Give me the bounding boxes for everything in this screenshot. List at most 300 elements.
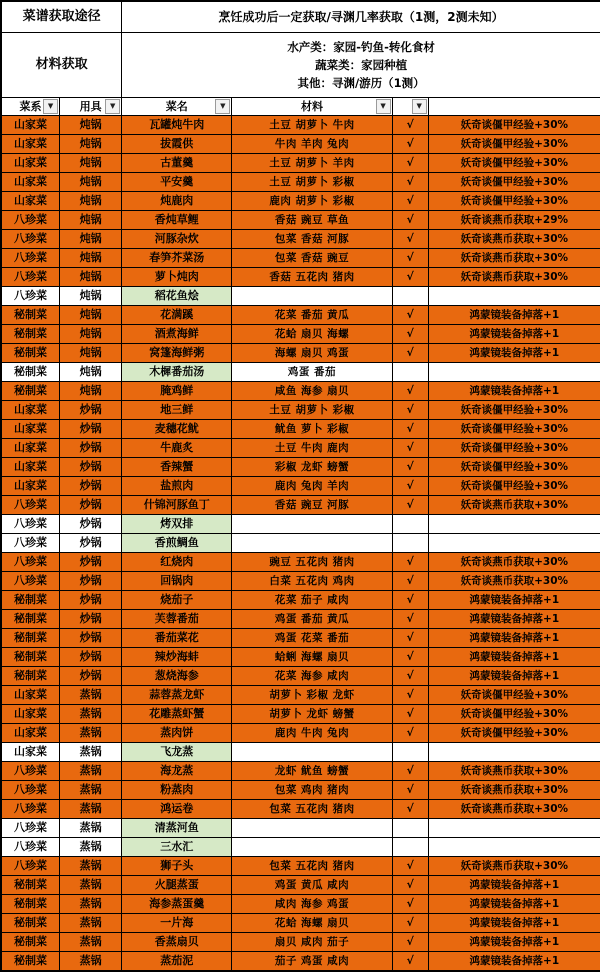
cell-tool: 蒸锅 [60, 876, 122, 895]
cell-effect: 妖奇谈僵甲经验+30% [428, 724, 600, 743]
cell-tool: 炖锅 [60, 135, 122, 154]
cell-check: √ [392, 306, 428, 325]
cell-effect: 妖奇谈僵甲经验+30% [428, 686, 600, 705]
cell-dish-name: 鸿运卷 [122, 800, 232, 819]
cell-tool: 蒸锅 [60, 800, 122, 819]
cell-effect [428, 515, 600, 534]
table-row [2, 800, 600, 819]
cell-dish-name: 酒煮海鲜 [122, 325, 232, 344]
cell-materials: 咸鱼 海参 扇贝 [232, 382, 392, 401]
cell-tool: 蒸锅 [60, 686, 122, 705]
filter-dropdown-icon[interactable]: ▼ [43, 99, 58, 114]
cell-tool: 炒锅 [60, 515, 122, 534]
cell-check: √ [392, 572, 428, 591]
cell-tool: 炖锅 [60, 363, 122, 382]
cell-cuisine: 秘制菜 [2, 306, 60, 325]
cell-check: √ [392, 401, 428, 420]
cell-effect: 鸿蒙镜装备掉落+1 [428, 895, 600, 914]
cell-tool: 炖锅 [60, 230, 122, 249]
cell-check: √ [392, 439, 428, 458]
cell-effect: 妖奇谈僵甲经验+30% [428, 401, 600, 420]
cell-check [392, 363, 428, 382]
cell-dish-name: 香炖草鲤 [122, 211, 232, 230]
cell-tool: 炒锅 [60, 629, 122, 648]
cell-materials: 鹿肉 胡萝卜 彩椒 [232, 192, 392, 211]
table-row [2, 762, 600, 781]
cell-dish-name: 香蒸扇贝 [122, 933, 232, 952]
cell-check [392, 287, 428, 306]
cell-cuisine: 秘制菜 [2, 382, 60, 401]
cell-check: √ [392, 857, 428, 876]
cell-dish-name: 三水汇 [122, 838, 232, 857]
cell-check: √ [392, 230, 428, 249]
cell-cuisine: 山家菜 [2, 743, 60, 762]
cell-cuisine: 八珍菜 [2, 762, 60, 781]
cell-dish-name: 香辣蟹 [122, 458, 232, 477]
cell-check: √ [392, 724, 428, 743]
cell-effect: 妖奇谈燕币获取+30% [428, 230, 600, 249]
cell-cuisine: 八珍菜 [2, 857, 60, 876]
table-row [2, 534, 600, 553]
cell-cuisine: 八珍菜 [2, 819, 60, 838]
cell-dish-name: 芙蓉番茄 [122, 610, 232, 629]
cell-dish-name: 烧茄子 [122, 591, 232, 610]
cell-effect: 妖奇谈燕币获取+30% [428, 249, 600, 268]
cell-cuisine: 山家菜 [2, 116, 60, 135]
cell-cuisine: 八珍菜 [2, 838, 60, 857]
table-row [2, 344, 600, 363]
cell-check [392, 743, 428, 762]
cell-effect: 妖奇谈僵甲经验+30% [428, 192, 600, 211]
cell-materials: 咸肉 海参 鸡蛋 [232, 895, 392, 914]
cell-dish-name: 平安羹 [122, 173, 232, 192]
cell-check: √ [392, 325, 428, 344]
cell-effect: 妖奇谈燕币获取+29% [428, 211, 600, 230]
cell-check: √ [392, 192, 428, 211]
cell-check: √ [392, 610, 428, 629]
cell-check: √ [392, 553, 428, 572]
cell-check: √ [392, 154, 428, 173]
cell-effect [428, 838, 600, 857]
cell-effect [428, 819, 600, 838]
cell-check: √ [392, 648, 428, 667]
cell-effect: 妖奇谈燕币获取+30% [428, 268, 600, 287]
cell-materials: 牛肉 羊肉 兔肉 [232, 135, 392, 154]
cell-tool: 炖锅 [60, 325, 122, 344]
cell-check: √ [392, 173, 428, 192]
cell-materials: 花菜 番茄 黄瓜 [232, 306, 392, 325]
cell-effect: 妖奇谈僵甲经验+30% [428, 705, 600, 724]
cell-dish-name: 萝卜炖肉 [122, 268, 232, 287]
cell-materials: 海螺 扇贝 鸡蛋 [232, 344, 392, 363]
material-source-label: 材料获取 [2, 33, 122, 98]
cell-tool: 炖锅 [60, 116, 122, 135]
column-header-dishname-label: 菜名 [166, 100, 188, 113]
cell-dish-name: 蒸茄泥 [122, 952, 232, 971]
cell-materials: 包菜 五花肉 猪肉 [232, 800, 392, 819]
table-row [2, 667, 600, 686]
cell-effect: 妖奇谈燕币获取+30% [428, 857, 600, 876]
cell-tool: 蒸锅 [60, 838, 122, 857]
cell-tool: 炒锅 [60, 534, 122, 553]
cell-tool: 炒锅 [60, 648, 122, 667]
cell-effect: 妖奇谈燕币获取+30% [428, 496, 600, 515]
cell-materials: 鱿鱼 萝卜 彩椒 [232, 420, 392, 439]
table-row [2, 420, 600, 439]
cell-cuisine: 八珍菜 [2, 800, 60, 819]
cell-effect: 妖奇谈僵甲经验+30% [428, 116, 600, 135]
cell-cuisine: 八珍菜 [2, 572, 60, 591]
cell-materials: 龙虾 鱿鱼 螃蟹 [232, 762, 392, 781]
table-row [2, 325, 600, 344]
cell-effect: 鸿蒙镜装备掉落+1 [428, 876, 600, 895]
table-row [2, 306, 600, 325]
cell-dish-name: 辣炒海蚌 [122, 648, 232, 667]
cell-check: √ [392, 933, 428, 952]
cell-tool: 炖锅 [60, 154, 122, 173]
cell-cuisine: 山家菜 [2, 458, 60, 477]
cell-tool: 炒锅 [60, 477, 122, 496]
cell-tool: 炖锅 [60, 249, 122, 268]
filter-dropdown-icon[interactable]: ▼ [412, 99, 427, 114]
cell-cuisine: 山家菜 [2, 477, 60, 496]
cell-effect: 鸿蒙镜装备掉落+1 [428, 325, 600, 344]
cell-cuisine: 八珍菜 [2, 553, 60, 572]
cell-check: √ [392, 629, 428, 648]
cell-dish-name: 春笋芥菜汤 [122, 249, 232, 268]
cell-effect: 妖奇谈僵甲经验+30% [428, 173, 600, 192]
table-row [2, 458, 600, 477]
table-row [2, 648, 600, 667]
cell-cuisine: 秘制菜 [2, 629, 60, 648]
sheet-title: 菜谱获取途径 [2, 2, 122, 33]
cell-tool: 炖锅 [60, 382, 122, 401]
cell-cuisine: 山家菜 [2, 135, 60, 154]
cell-dish-name: 狮子头 [122, 857, 232, 876]
cell-materials: 包菜 五花肉 猪肉 [232, 857, 392, 876]
table-row [2, 781, 600, 800]
cell-materials: 豌豆 五花肉 猪肉 [232, 553, 392, 572]
header-row-2 [2, 33, 600, 98]
table-row [2, 686, 600, 705]
cell-dish-name: 盐煎肉 [122, 477, 232, 496]
cell-cuisine: 秘制菜 [2, 363, 60, 382]
cell-cuisine: 八珍菜 [2, 496, 60, 515]
cell-effect: 妖奇谈僵甲经验+30% [428, 420, 600, 439]
cell-check: √ [392, 211, 428, 230]
cell-effect: 妖奇谈燕币获取+30% [428, 762, 600, 781]
table-row [2, 876, 600, 895]
cell-effect: 鸿蒙镜装备掉落+1 [428, 914, 600, 933]
column-header-materials[interactable] [232, 98, 392, 116]
cell-dish-name: 粉蒸肉 [122, 781, 232, 800]
cell-dish-name: 香煎鲷鱼 [122, 534, 232, 553]
cell-dish-name: 火腿蒸蛋 [122, 876, 232, 895]
cell-cuisine: 八珍菜 [2, 268, 60, 287]
cell-dish-name: 葱烧海参 [122, 667, 232, 686]
cell-effect: 妖奇谈燕币获取+30% [428, 781, 600, 800]
cell-check [392, 838, 428, 857]
cell-check [392, 515, 428, 534]
cell-check: √ [392, 762, 428, 781]
table-row [2, 724, 600, 743]
column-header-cuisine-label: 菜系 [20, 100, 42, 113]
cell-tool: 蒸锅 [60, 914, 122, 933]
cell-dish-name: 海参蒸蛋羹 [122, 895, 232, 914]
table-row [2, 572, 600, 591]
column-header-cuisine[interactable] [2, 98, 60, 116]
cell-tool: 蒸锅 [60, 724, 122, 743]
cell-effect [428, 287, 600, 306]
table-row [2, 857, 600, 876]
table-row [2, 591, 600, 610]
cell-materials: 土豆 胡萝卜 羊肉 [232, 154, 392, 173]
cell-cuisine: 山家菜 [2, 420, 60, 439]
table-row [2, 477, 600, 496]
cell-cuisine: 秘制菜 [2, 952, 60, 971]
cell-effect [428, 363, 600, 382]
cell-tool: 炒锅 [60, 667, 122, 686]
cell-tool: 炒锅 [60, 610, 122, 629]
cell-check: √ [392, 420, 428, 439]
cell-dish-name: 什锦河豚鱼丁 [122, 496, 232, 515]
cell-cuisine: 秘制菜 [2, 344, 60, 363]
cell-dish-name: 飞龙蒸 [122, 743, 232, 762]
cell-tool: 炒锅 [60, 420, 122, 439]
cell-tool: 炒锅 [60, 439, 122, 458]
cell-cuisine: 秘制菜 [2, 667, 60, 686]
cell-effect: 鸿蒙镜装备掉落+1 [428, 344, 600, 363]
cell-tool: 炖锅 [60, 173, 122, 192]
cell-effect [428, 743, 600, 762]
material-line-water: 水产类：家园-钓鱼-转化食材 [122, 38, 600, 56]
cell-cuisine: 山家菜 [2, 192, 60, 211]
material-source-lines [122, 33, 600, 98]
cell-materials: 花蛤 扇贝 海螺 [232, 325, 392, 344]
cell-materials: 土豆 胡萝卜 彩椒 [232, 173, 392, 192]
cell-materials: 土豆 胡萝卜 牛肉 [232, 116, 392, 135]
acquisition-note: 烹饪成功后一定获取/寻渊几率获取（1测，2测未知） [122, 2, 600, 33]
cell-check: √ [392, 914, 428, 933]
cell-check: √ [392, 344, 428, 363]
table-row [2, 249, 600, 268]
cell-dish-name: 红烧肉 [122, 553, 232, 572]
cell-check: √ [392, 686, 428, 705]
table-row [2, 192, 600, 211]
cell-cuisine: 八珍菜 [2, 211, 60, 230]
cell-effect: 鸿蒙镜装备掉落+1 [428, 591, 600, 610]
column-header-row [2, 98, 600, 116]
cell-materials: 彩椒 龙虾 螃蟹 [232, 458, 392, 477]
table-row [2, 401, 600, 420]
cell-materials: 花蛤 海螺 扇贝 [232, 914, 392, 933]
cell-tool: 炒锅 [60, 553, 122, 572]
cell-tool: 蒸锅 [60, 762, 122, 781]
cell-materials: 包菜 鸡肉 猪肉 [232, 781, 392, 800]
cell-cuisine: 秘制菜 [2, 648, 60, 667]
cell-tool: 炖锅 [60, 306, 122, 325]
cell-effect: 鸿蒙镜装备掉落+1 [428, 952, 600, 971]
column-header-effect[interactable] [428, 98, 600, 116]
cell-materials: 胡萝卜 彩椒 龙虾 [232, 686, 392, 705]
cell-dish-name: 木樨番茄汤 [122, 363, 232, 382]
cell-tool: 炒锅 [60, 458, 122, 477]
table-row [2, 933, 600, 952]
cell-materials: 鸡蛋 番茄 [232, 363, 392, 382]
cell-tool: 炖锅 [60, 211, 122, 230]
cell-cuisine: 秘制菜 [2, 610, 60, 629]
table-row [2, 838, 600, 857]
cell-effect [428, 534, 600, 553]
column-header-check[interactable] [392, 98, 428, 116]
table-row [2, 952, 600, 971]
cell-effect: 鸿蒙镜装备掉落+1 [428, 667, 600, 686]
cell-dish-name: 蒸肉饼 [122, 724, 232, 743]
cell-dish-name: 窝篷海鲜粥 [122, 344, 232, 363]
cell-cuisine: 八珍菜 [2, 781, 60, 800]
cell-cuisine: 山家菜 [2, 401, 60, 420]
cell-cuisine: 秘制菜 [2, 933, 60, 952]
table-row [2, 382, 600, 401]
cell-effect: 妖奇谈燕币获取+30% [428, 800, 600, 819]
cell-dish-name: 河豚杂炊 [122, 230, 232, 249]
cell-check: √ [392, 477, 428, 496]
cell-effect: 妖奇谈僵甲经验+30% [428, 154, 600, 173]
cell-cuisine: 山家菜 [2, 439, 60, 458]
column-header-tool-label: 用具 [80, 100, 102, 113]
cell-cuisine: 山家菜 [2, 173, 60, 192]
cell-tool: 炒锅 [60, 401, 122, 420]
cell-effect: 妖奇谈燕币获取+30% [428, 553, 600, 572]
cell-dish-name: 牛鹿炙 [122, 439, 232, 458]
table-row [2, 268, 600, 287]
cell-cuisine: 秘制菜 [2, 895, 60, 914]
cell-materials: 鸡蛋 黄瓜 咸肉 [232, 876, 392, 895]
cell-materials [232, 819, 392, 838]
cell-check: √ [392, 781, 428, 800]
cell-cuisine: 八珍菜 [2, 534, 60, 553]
cell-cuisine: 八珍菜 [2, 515, 60, 534]
cell-materials [232, 515, 392, 534]
table-row [2, 515, 600, 534]
cell-check: √ [392, 952, 428, 971]
cell-check: √ [392, 135, 428, 154]
cell-materials: 包菜 香菇 豌豆 [232, 249, 392, 268]
cell-dish-name: 瓦罐炖牛肉 [122, 116, 232, 135]
cell-dish-name: 一片海 [122, 914, 232, 933]
cell-cuisine: 山家菜 [2, 705, 60, 724]
cell-effect: 鸿蒙镜装备掉落+1 [428, 382, 600, 401]
table-row [2, 173, 600, 192]
cell-check: √ [392, 268, 428, 287]
cell-check: √ [392, 876, 428, 895]
cell-materials: 鸡蛋 番茄 黄瓜 [232, 610, 392, 629]
cell-materials [232, 743, 392, 762]
table-row [2, 287, 600, 306]
cell-materials [232, 838, 392, 857]
material-line-other: 其他：寻渊/游历（1测） [122, 74, 600, 92]
cell-cuisine: 八珍菜 [2, 249, 60, 268]
cell-dish-name: 花雕蒸虾蟹 [122, 705, 232, 724]
cell-dish-name: 炖鹿肉 [122, 192, 232, 211]
cell-dish-name: 腌鸡鲜 [122, 382, 232, 401]
cell-dish-name: 拔霞供 [122, 135, 232, 154]
cell-effect: 鸿蒙镜装备掉落+1 [428, 629, 600, 648]
cell-materials: 蛤蜊 海螺 扇贝 [232, 648, 392, 667]
recipe-table [1, 1, 600, 971]
cell-materials: 鸡蛋 花菜 番茄 [232, 629, 392, 648]
cell-check: √ [392, 249, 428, 268]
table-row [2, 116, 600, 135]
cell-check [392, 819, 428, 838]
table-row [2, 610, 600, 629]
cell-effect: 妖奇谈僵甲经验+30% [428, 458, 600, 477]
table-row [2, 629, 600, 648]
filter-dropdown-icon[interactable]: ▼ [376, 99, 391, 114]
cell-tool: 炒锅 [60, 572, 122, 591]
cell-dish-name: 麦穗花鱿 [122, 420, 232, 439]
cell-effect: 鸿蒙镜装备掉落+1 [428, 306, 600, 325]
cell-materials: 茄子 鸡蛋 咸肉 [232, 952, 392, 971]
cell-dish-name: 地三鲜 [122, 401, 232, 420]
cell-materials: 香菇 豌豆 草鱼 [232, 211, 392, 230]
table-row [2, 135, 600, 154]
column-header-tool[interactable] [60, 98, 122, 116]
cell-materials: 鹿肉 兔肉 羊肉 [232, 477, 392, 496]
cell-cuisine: 秘制菜 [2, 914, 60, 933]
cell-effect: 妖奇谈僵甲经验+30% [428, 135, 600, 154]
filter-dropdown-icon[interactable]: ▼ [105, 99, 120, 114]
cell-effect: 鸿蒙镜装备掉落+1 [428, 610, 600, 629]
cell-materials: 胡萝卜 龙虾 螃蟹 [232, 705, 392, 724]
table-row [2, 553, 600, 572]
cell-effect: 妖奇谈僵甲经验+30% [428, 439, 600, 458]
table-row [2, 439, 600, 458]
cell-check: √ [392, 800, 428, 819]
cell-check: √ [392, 116, 428, 135]
cell-materials [232, 534, 392, 553]
cell-tool: 蒸锅 [60, 895, 122, 914]
cell-check [392, 534, 428, 553]
cell-tool: 蒸锅 [60, 781, 122, 800]
table-row [2, 496, 600, 515]
cell-materials: 包菜 香菇 河豚 [232, 230, 392, 249]
header-row-1 [2, 2, 600, 33]
table-row [2, 363, 600, 382]
table-row [2, 211, 600, 230]
cell-tool: 炖锅 [60, 344, 122, 363]
cell-cuisine: 山家菜 [2, 686, 60, 705]
cell-dish-name: 烤双排 [122, 515, 232, 534]
column-header-dishname[interactable] [122, 98, 232, 116]
cell-check: √ [392, 667, 428, 686]
cell-materials: 花菜 海参 咸肉 [232, 667, 392, 686]
cell-materials: 花菜 茄子 咸肉 [232, 591, 392, 610]
cell-cuisine: 山家菜 [2, 154, 60, 173]
cell-tool: 蒸锅 [60, 819, 122, 838]
cell-dish-name: 番茄菜花 [122, 629, 232, 648]
cell-check: √ [392, 895, 428, 914]
cell-dish-name: 海龙蒸 [122, 762, 232, 781]
cell-cuisine: 秘制菜 [2, 876, 60, 895]
cell-check: √ [392, 591, 428, 610]
cell-tool: 炖锅 [60, 287, 122, 306]
table-row [2, 914, 600, 933]
table-row [2, 154, 600, 173]
cell-materials: 土豆 牛肉 鹿肉 [232, 439, 392, 458]
filter-dropdown-icon[interactable]: ▼ [215, 99, 230, 114]
cell-dish-name: 蒜蓉蒸龙虾 [122, 686, 232, 705]
